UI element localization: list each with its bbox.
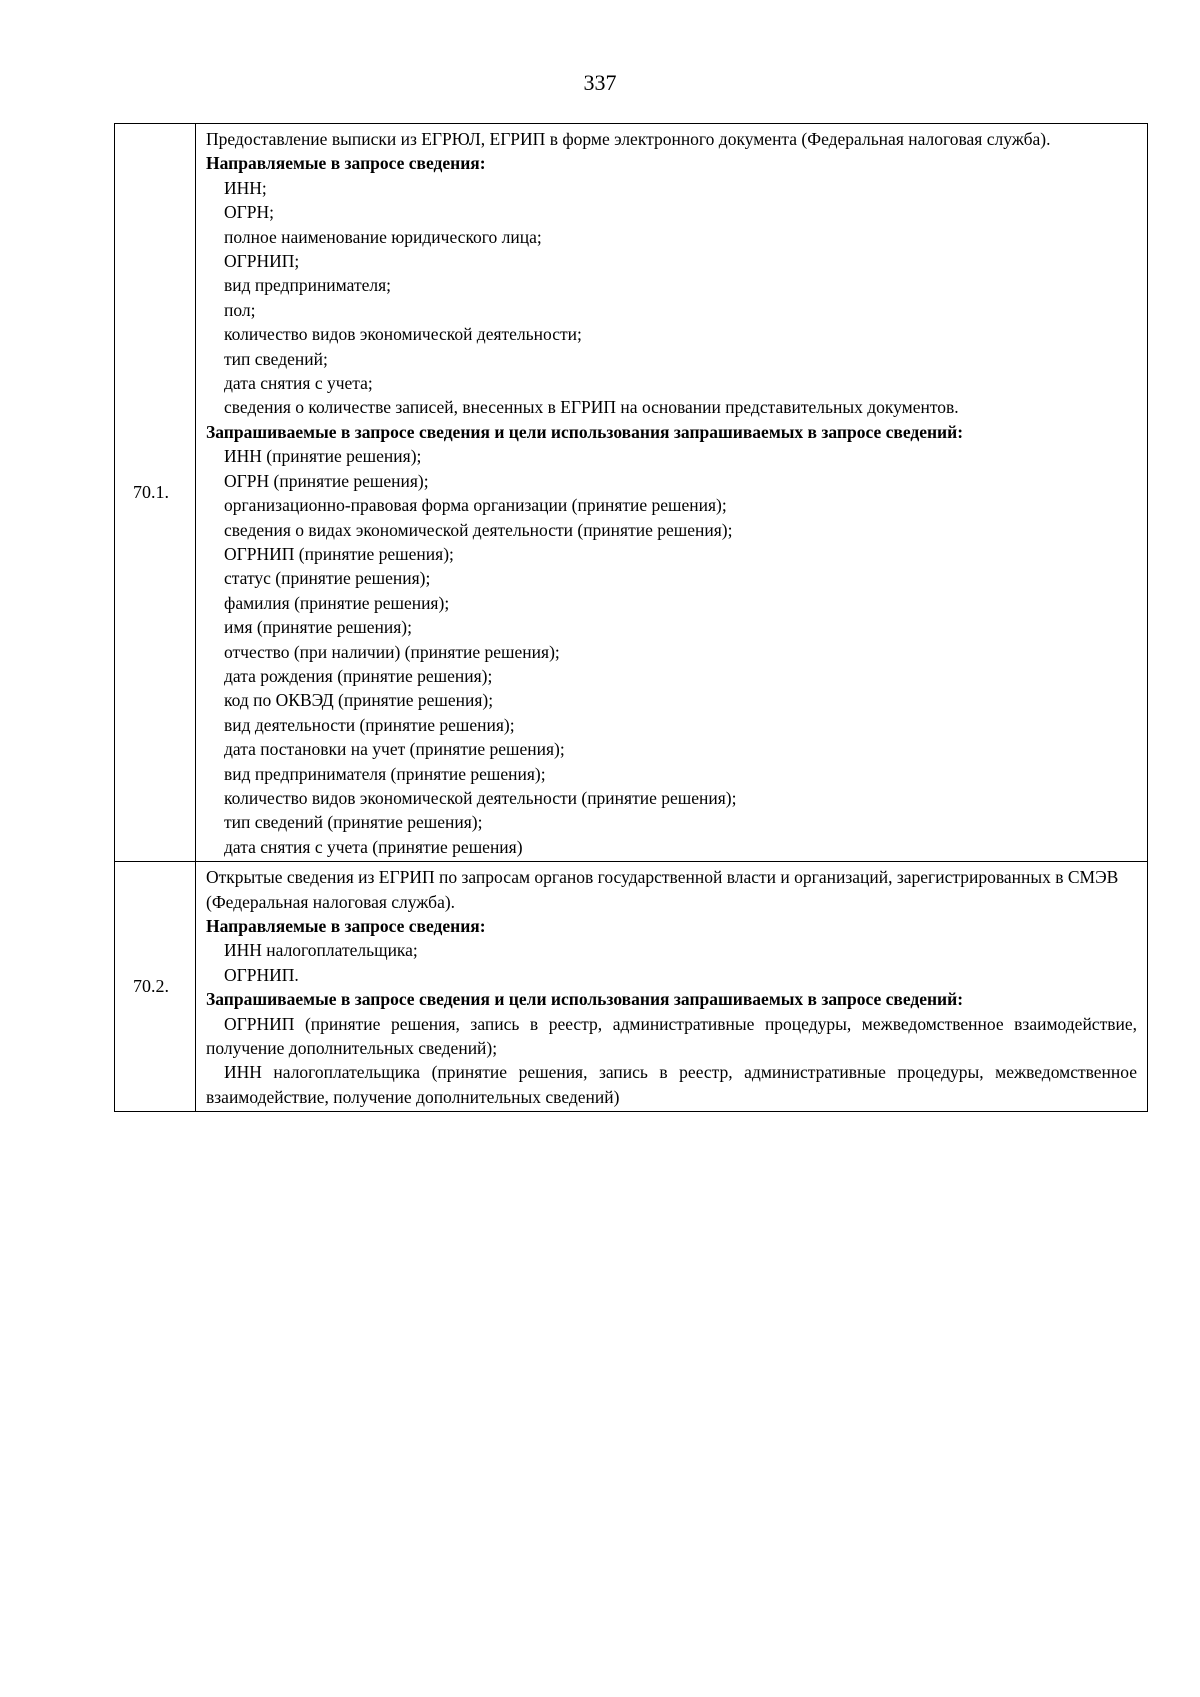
requested-item: дата рождения (принятие решения); — [224, 665, 493, 686]
sent-item: вид предпринимателя; — [224, 275, 392, 296]
document-table — [114, 123, 1148, 1112]
sent-item: ОГРНИП. — [224, 964, 299, 985]
requested-item: дата постановки на учет (принятие решения); — [224, 739, 565, 760]
requested-item: фамилия (принятие решения); — [224, 592, 450, 613]
requested-item: вид предпринимателя (принятие решения); — [224, 763, 546, 784]
sent-item: сведения о количестве записей, внесенных в ЕГРИП на основании представительных документов. — [224, 397, 959, 418]
table-row — [115, 124, 1148, 862]
requested-item: отчество (при наличии) (принятие решения); — [224, 641, 560, 662]
sent-heading: Направляемые в запросе сведения: — [206, 153, 486, 174]
sent-item: ИНН налогоплательщика; — [224, 940, 418, 961]
requested-heading: Запрашиваемые в запросе сведения и цели использования запрашиваемых в запросе сведений: — [206, 421, 964, 442]
requested-item: ОГРНИП (принятие решения); — [224, 543, 454, 564]
requested-item: ОГРНИП (принятие решения, запись в реестр, административные процедуры, межведомственное взаимодействие, получение дополнительных сведений); — [206, 1013, 1137, 1059]
page-number: 337 — [583, 70, 617, 95]
sent-item: количество видов экономической деятельности; — [224, 324, 582, 345]
row-number: 70.1. — [115, 124, 196, 862]
row-title: Предоставление выписки из ЕГРЮЛ, ЕГРИП в форме электронного документа (Федеральная налоговая служба). — [206, 129, 1051, 149]
sent-item: полное наименование юридического лица; — [224, 226, 542, 247]
sent-item: пол; — [224, 299, 256, 320]
requested-item: дата снятия с учета (принятие решения) — [224, 836, 523, 857]
sent-item: дата снятия с учета; — [224, 373, 373, 394]
requested-item: ИНН налогоплательщика (принятие решения, запись в реестр, административные процедуры, межведомственное взаимодействие, получение дополнительных сведений) — [206, 1062, 1137, 1107]
row-number: 70.2. — [115, 862, 196, 1112]
requested-heading: Запрашиваемые в запросе сведения и цели использования запрашиваемых в запросе сведений: — [206, 989, 964, 1010]
requested-item: вид деятельности (принятие решения); — [224, 714, 515, 735]
requested-item: статус (принятие решения); — [224, 568, 431, 589]
sent-item: ОГРН; — [224, 202, 274, 223]
requested-item: количество видов экономической деятельности (принятие решения); — [224, 787, 737, 808]
row-title: Открытые сведения из ЕГРИП по запросам органов государственной власти и организаций, зарегистрированных в СМЭВ (Федеральная налоговая служба). — [206, 867, 1119, 912]
table-row — [115, 862, 1148, 1112]
requested-item: ИНН (принятие решения); — [224, 446, 422, 467]
sent-item: ИНН; — [224, 177, 267, 198]
row-content — [196, 124, 1148, 862]
requested-item: тип сведений (принятие решения); — [224, 812, 483, 833]
sent-item: тип сведений; — [224, 348, 328, 369]
sent-heading: Направляемые в запросе сведения: — [206, 916, 486, 936]
requested-item: сведения о видах экономической деятельности (принятие решения); — [224, 519, 733, 540]
requested-item: код по ОКВЭД (принятие решения); — [224, 690, 494, 711]
requested-item: ОГРН (принятие решения); — [224, 470, 429, 491]
requested-item: имя (принятие решения); — [224, 617, 412, 638]
sent-item: ОГРНИП; — [224, 251, 300, 272]
requested-item: организационно-правовая форма организации (принятие решения); — [224, 495, 727, 516]
row-content — [196, 862, 1148, 1112]
